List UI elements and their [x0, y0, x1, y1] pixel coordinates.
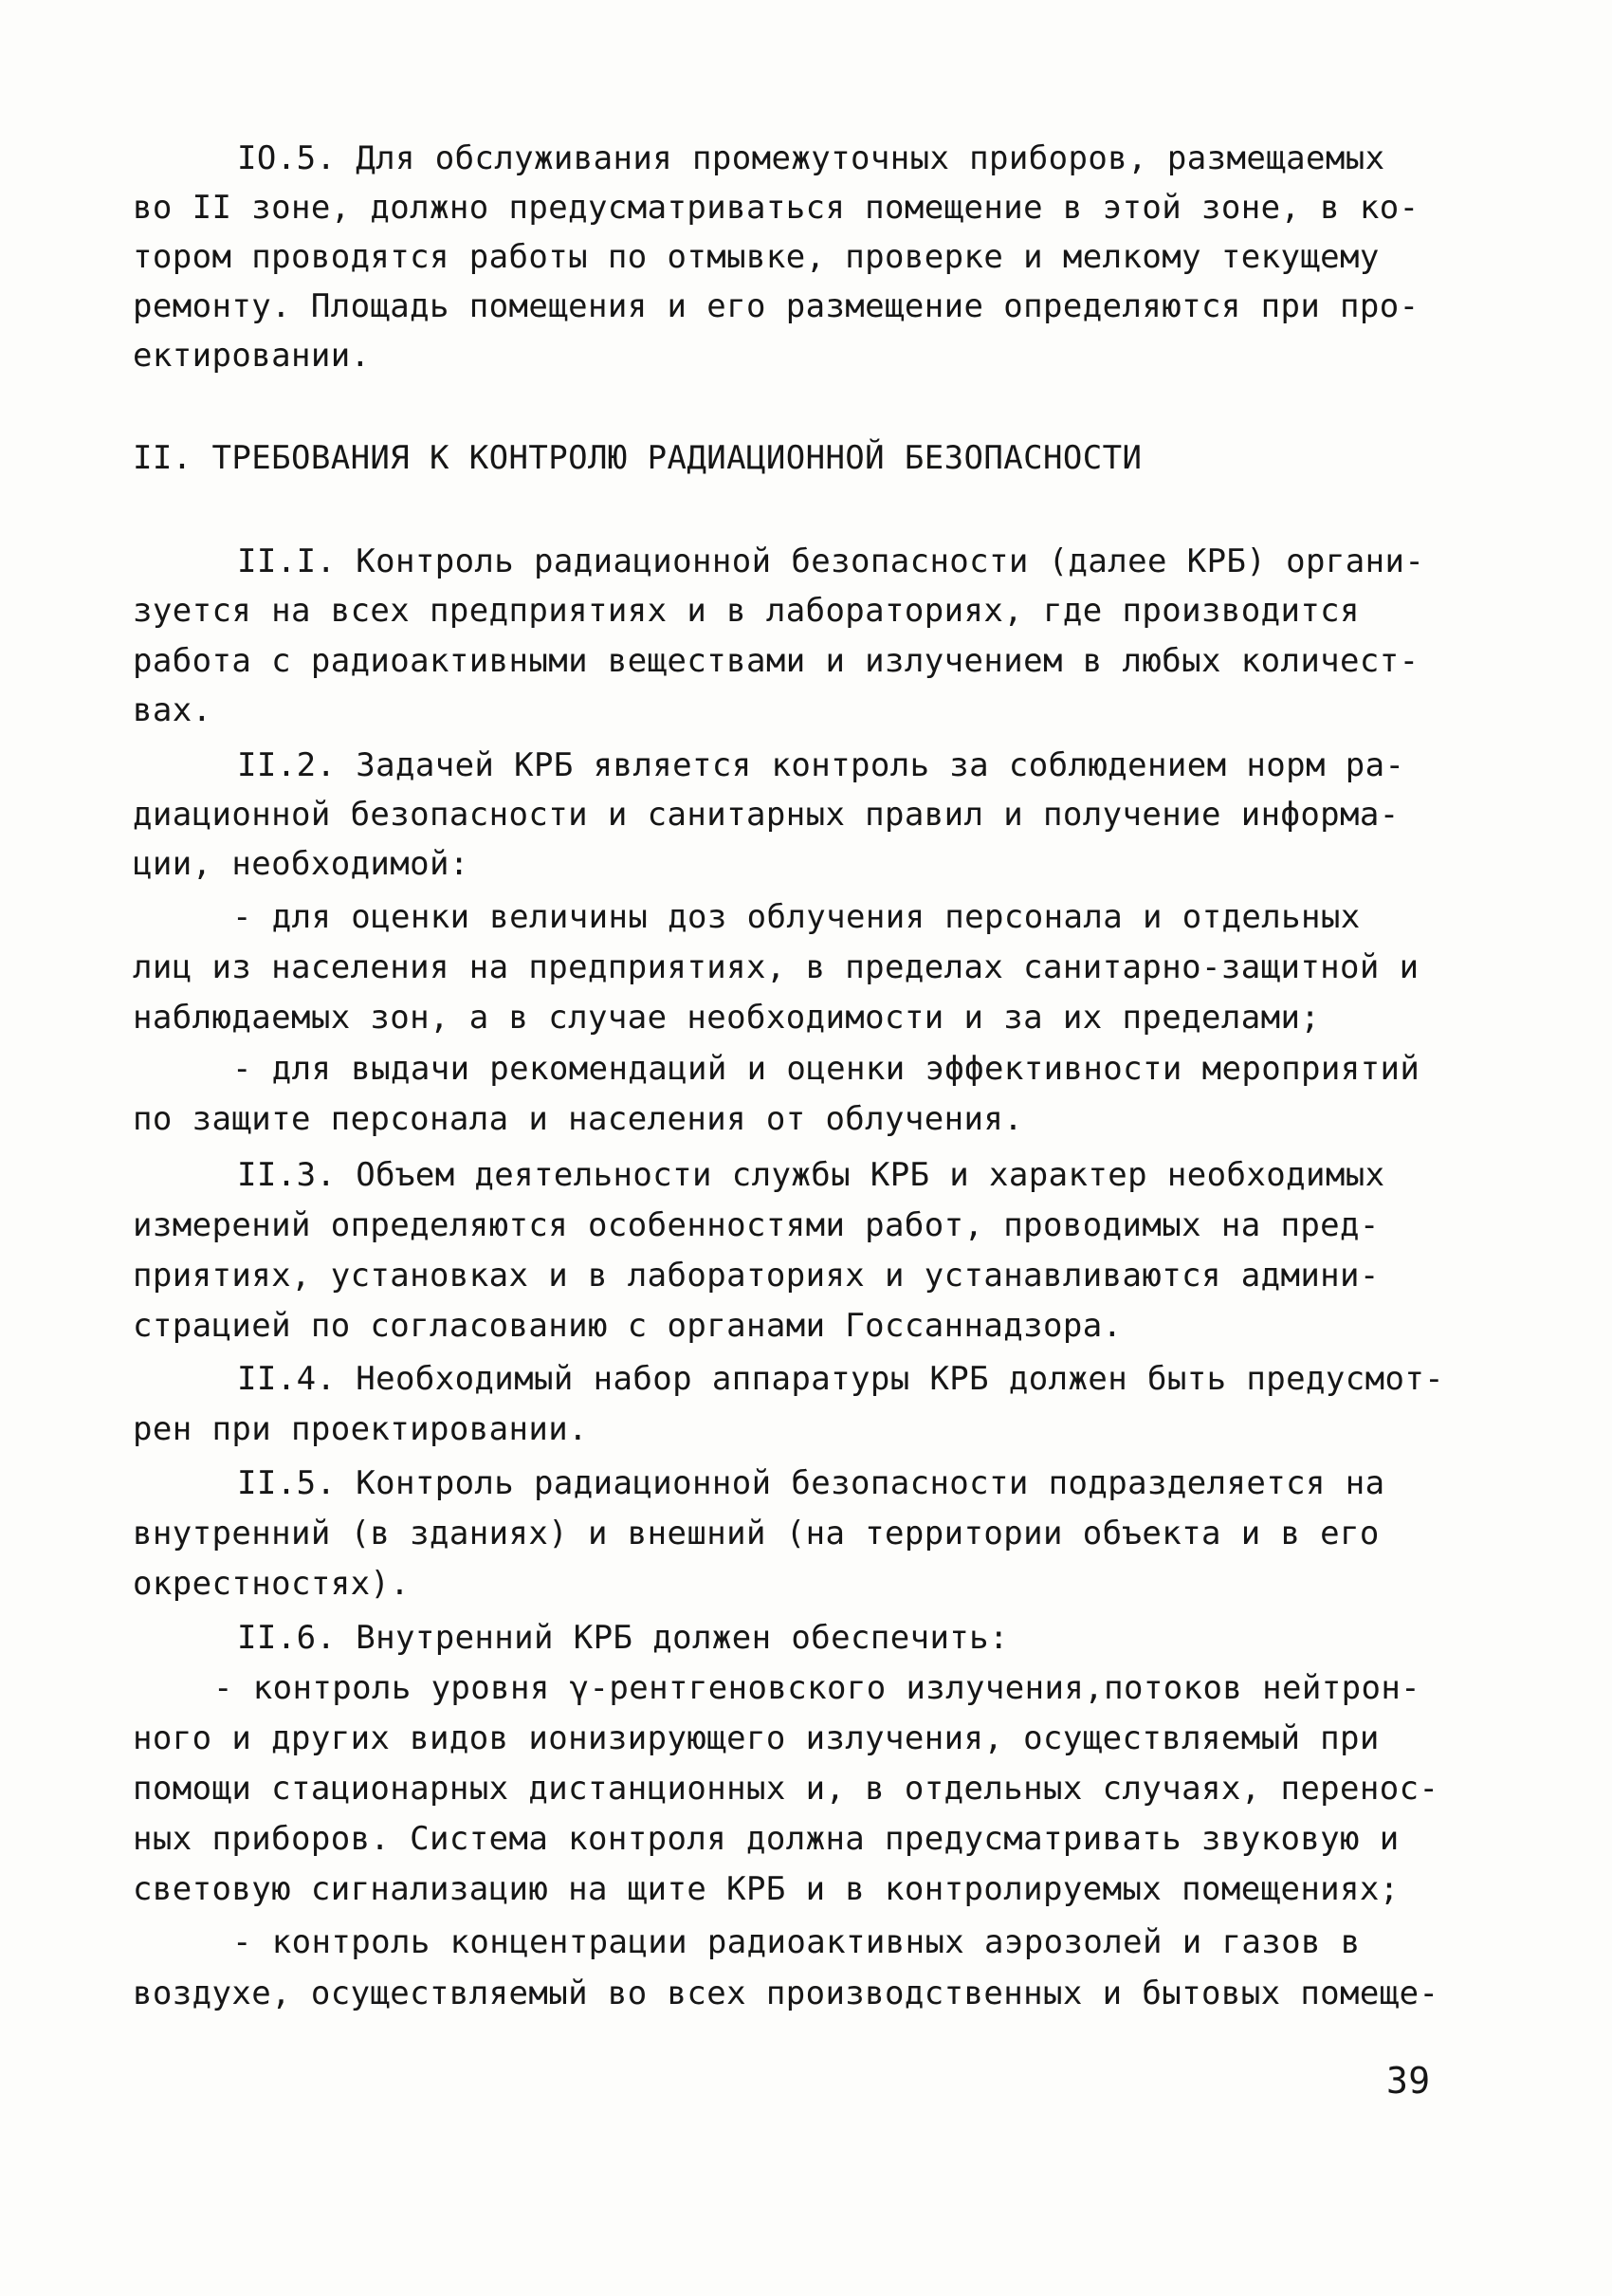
text-line: II.5. Контроль радиационной безопасности подразделяется на: [237, 1464, 1385, 1502]
text-line: по защите персонала и населения от облучения.: [133, 1100, 1024, 1138]
text-line: ного и других видов ионизирующего излучения, осуществляемый при: [133, 1719, 1380, 1757]
section-heading: II. ТРЕБОВАНИЯ К КОНТРОЛЮ РАДИАЦИОННОЙ БЕЗОПАСНОСТИ: [133, 439, 1143, 477]
text-line: - для оценки величины доз облучения персонала и отдельных: [232, 898, 1361, 936]
text-line: II.I. Контроль радиационной безопасности (далее КРБ) органи-: [237, 542, 1425, 580]
text-line: страцией по согласованию с органами Госсаннадзора.: [133, 1307, 1123, 1345]
text-line: вах.: [133, 691, 212, 729]
text-line: IO.5. Для обслуживания промежуточных приборов, размещаемых: [237, 139, 1385, 177]
text-line: диационной безопасности и санитарных правил и получение информа-: [133, 796, 1400, 834]
text-line: - контроль уровня γ-рентгеновского излучения,потоков нейтрон-: [213, 1669, 1421, 1707]
text-line: - для выдачи рекомендаций и оценки эффективности мероприятий: [232, 1050, 1420, 1088]
text-line: ремонту. Площадь помещения и его размещение определяются при про-: [133, 287, 1420, 325]
text-line: рен при проектировании.: [133, 1410, 589, 1448]
text-line: лиц из населения на предприятиях, в пределах санитарно-защитной и: [133, 948, 1420, 986]
text-line: помощи стационарных дистанционных и, в отдельных случаях, перенос-: [133, 1770, 1439, 1808]
text-line: воздухе, осуществляемый во всех производственных и бытовых помеще-: [133, 1975, 1439, 2012]
text-line: световую сигнализацию на щите КРБ и в контролируемых помещениях;: [133, 1870, 1400, 1908]
text-line: ции, необходимой:: [133, 845, 469, 883]
text-line: II.3. Объем деятельности службы КРБ и характер необходимых: [237, 1156, 1385, 1194]
text-line: II.2. Задачей КРБ является контроль за соблюдением норм ра-: [237, 746, 1405, 784]
text-line: работа с радиоактивными веществами и излучением в любых количест-: [133, 642, 1420, 680]
text-line: ектировании.: [133, 337, 371, 375]
text-line: наблюдаемых зон, а в случае необходимости и за их пределами;: [133, 999, 1321, 1037]
text-line: II.6. Внутренний КРБ должен обеспечить:: [237, 1619, 1009, 1657]
text-line: тором проводятся работы по отмывке, проверке и мелкому текущему: [133, 238, 1380, 276]
text-line: II.4. Необходимый набор аппаратуры КРБ должен быть предусмот-: [237, 1360, 1445, 1398]
text-line: во II зоне, должно предусматриваться помещение в этой зоне, в ко-: [133, 189, 1420, 227]
text-line: - контроль концентрации радиоактивных аэрозолей и газов в: [232, 1923, 1361, 1961]
page-number: 39: [1386, 2060, 1431, 2102]
text-line: зуется на всех предприятиях и в лабораториях, где производится: [133, 592, 1360, 630]
text-line: окрестностях).: [133, 1565, 411, 1603]
text-line: ных приборов. Система контроля должна предусматривать звуковую и: [133, 1820, 1400, 1858]
text-line: приятиях, установках и в лабораториях и устанавливаются админи-: [133, 1257, 1380, 1295]
text-line: внутренний (в зданиях) и внешний (на территории объекта и в его: [133, 1515, 1380, 1552]
text-line: измерений определяются особенностями работ, проводимых на пред-: [133, 1206, 1380, 1244]
